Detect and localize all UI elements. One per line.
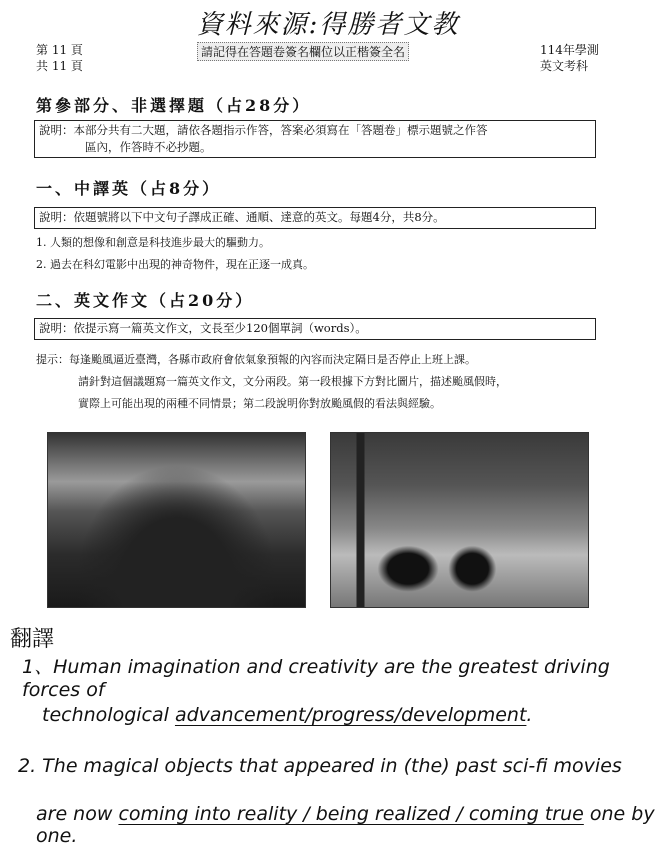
part-instruction-line2: 區內，作答時不必抄題。: [85, 140, 212, 154]
answer-2-prefix: are now: [36, 803, 119, 825]
part-instruction-line1: 說明：本部分共有二大題，請依各題指示作答，答案必須寫在「答題卷」標示題號之作答: [39, 123, 488, 137]
watermark-title: 資料來源:得勝者文教: [196, 10, 460, 40]
answer-1-underlined: advancement/progress/development: [174, 704, 527, 726]
question-item-1: 1. 人類的想像和創意是科技進步最大的驅動力。: [36, 236, 270, 249]
section1-heading: 一、中譯英（占8分）: [36, 179, 222, 198]
part-instruction-box: [34, 120, 596, 158]
photo-crowded-indoor: [47, 432, 306, 608]
answer-2-line-2: [36, 803, 656, 847]
part-heading: 第參部分、非選擇題（占28分）: [36, 96, 312, 115]
answer-1-suffix: .: [526, 704, 533, 726]
section2-instruction: 說明：依提示寫一篇英文作文，文長至少120個單詞（words）。: [34, 318, 596, 340]
translation-label: 翻譯: [10, 627, 55, 652]
answer-2-underlined: coming into reality / being realized / coming true: [118, 803, 584, 825]
hint-line-1: 提示：每逢颱風逼近臺灣，各縣市政府會依氣象預報的內容而決定隔日是否停止上班上課。: [36, 353, 476, 366]
answer-1-line-2: [42, 704, 532, 726]
answer-2-suffix: one by one.: [36, 803, 655, 847]
page-total: 共 11 頁: [36, 59, 83, 73]
photo-flooded-street: [330, 432, 589, 608]
page-number: 第 11 頁: [36, 43, 83, 57]
section1-instruction: 說明：依題號將以下中文句子譯成正確、通順、達意的英文。每題4分，共8分。: [34, 207, 596, 229]
signature-notice: 請記得在答題卷簽名欄位以正楷簽全名: [197, 42, 409, 61]
hint-line-3: 實際上可能出現的兩種不同情景；第二段說明你對放颱風假的看法與經驗。: [78, 397, 441, 410]
answer-1-line-1: 1、Human imagination and creativity are the greatest driving forces of: [22, 656, 610, 701]
hint-line-2: 請針對這個議題寫一篇英文作文，文分兩段。第一段根據下方對比圖片，描述颱風假時，: [78, 375, 507, 388]
answer-2-line-1: 2. The magical objects that appeared in (the) past sci-fi movies: [18, 755, 622, 777]
exam-subject: 英文考科: [540, 59, 589, 73]
section2-heading: 二、英文作文（占20分）: [36, 291, 255, 310]
answer-1-prefix: technological: [42, 704, 175, 726]
exam-name: 114年學測: [540, 43, 599, 57]
question-item-2: 2. 過去在科幻電影中出現的神奇物件，現在正逐一成真。: [36, 258, 314, 271]
